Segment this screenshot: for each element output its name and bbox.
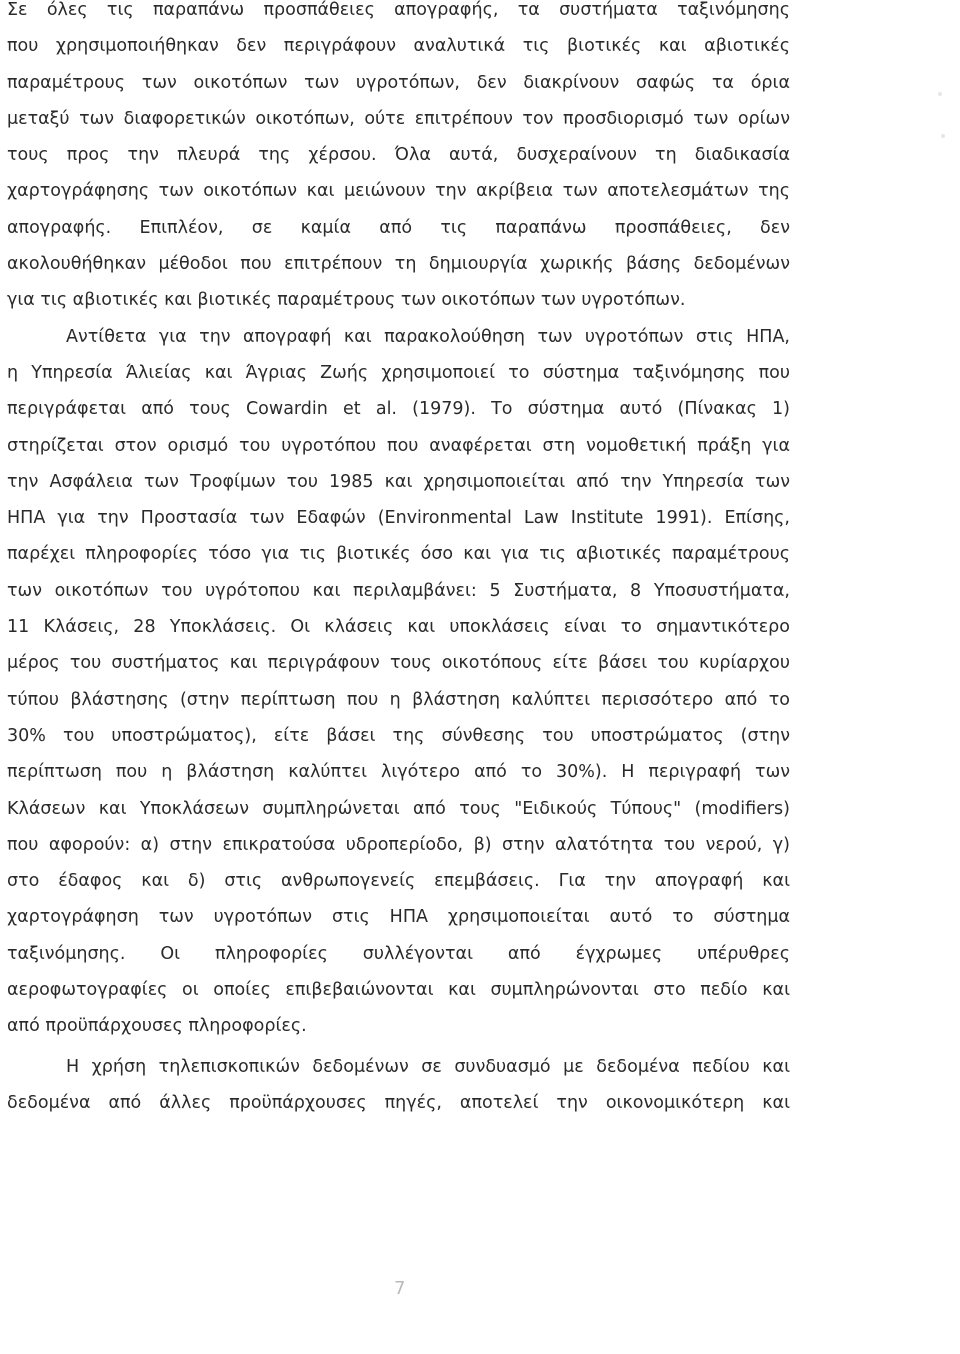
text-line: περίπτωση που η βλάστηση καλύπτει λιγότερο από το 30%). Η περιγραφή των: [7, 762, 790, 783]
text-line: στο έδαφος και δ) στις ανθρωπογενείς επεμβάσεις. Για την απογραφή και: [7, 871, 790, 892]
text-line: στηρίζεται στον ορισμό του υγροτόπου που αναφέρεται στη νομοθετική πράξη για: [7, 435, 790, 456]
document-body: [7, 0, 790, 1121]
paragraph-2: [7, 319, 790, 1045]
text-line: Κλάσεων και Υποκλάσεων συμπληρώνεται από τους "Ειδικούς Τύπους" (modifiers): [7, 798, 790, 819]
text-line: 30% του υποστρώματος), είτε βάσει της σύνθεσης του υποστρώματος (στην: [7, 725, 790, 746]
text-line: αεροφωτογραφίες οι οποίες επιβεβαιώνονται και συμπληρώνονται στο πεδίο και: [7, 980, 790, 1001]
text-line: ταξινόμησης. Οι πληροφορίες συλλέγονται από έγχρωμες υπέρυθρες: [7, 943, 790, 964]
text-line: παραμέτρους των οικοτόπων των υγροτόπων, δεν διακρίνουν σαφώς τα όρια: [7, 72, 790, 93]
text-line: ΗΠΑ για την Προστασία των Εδαφών (Environmental Law Institute 1991). Επίσης,: [7, 508, 790, 529]
text-line: τους προς την πλευρά της χέρσου. Όλα αυτά, δυσχεραίνουν τη διαδικασία: [7, 145, 790, 166]
scan-speck: [938, 92, 942, 96]
text-line: που χρησιμοποιήθηκαν δεν περιγράφουν αναλυτικά τις βιοτικές και αβιοτικές: [7, 36, 790, 57]
text-line: μέρος του συστήματος και περιγράφουν τους οικοτόπους είτε βάσει του κυρίαρχου: [7, 653, 790, 674]
text-line: δεδομένα από άλλες προϋπάρχουσες πηγές, αποτελεί την οικονομικότερη και: [7, 1092, 790, 1113]
text-line: Η χρήση τηλεπισκοπικών δεδομένων σε συνδυασμό με δεδομένα πεδίου και: [66, 1056, 790, 1077]
text-line: η Υπηρεσία Άλιείας και Άγριας Ζωής χρησιμοποιεί το σύστημα ταξινόμησης που: [7, 362, 790, 383]
text-line: ακολουθήθηκαν μέθοδοι που επιτρέπουν τη δημιουργία χωρικής βάσης δεδομένων: [7, 254, 790, 275]
text-line: Σε όλες τις παραπάνω προσπάθειες απογραφής, τα συστήματα ταξινόμησης: [7, 0, 790, 20]
paragraph-1: [7, 0, 790, 319]
text-line: Αντίθετα για την απογραφή και παρακολούθηση των υγροτόπων στις ΗΠΑ,: [66, 326, 790, 347]
page-number: 7: [394, 1278, 406, 1299]
scan-speck: [941, 134, 945, 138]
text-line: χαρτογράφησης των οικοτόπων και μειώνουν την ακρίβεια των αποτελεσμάτων της: [7, 181, 790, 202]
text-line: τύπου βλάστησης (στην περίπτωση που η βλάστηση καλύπτει περισσότερο από το: [7, 689, 790, 710]
text-line: απογραφής. Επιπλέον, σε καμία από τις παραπάνω προσπάθειες, δεν: [7, 217, 790, 238]
text-line: για τις αβιοτικές και βιοτικές παραμέτρους των οικοτόπων των υγροτόπων.: [7, 290, 686, 311]
text-line: παρέχει πληροφορίες τόσο για τις βιοτικές όσο και για τις αβιοτικές παραμέτρους: [7, 544, 790, 565]
text-line: περιγράφεται από τους Cowardin et al. (1979). Το σύστημα αυτό (Πίνακας 1): [7, 399, 790, 420]
text-line: που αφορούν: α) στην επικρατούσα υδροπερίοδο, β) στην αλατότητα του νερού, γ): [7, 834, 790, 855]
text-line: των οικοτόπων του υγρότοπου και περιλαμβάνει: 5 Συστήματα, 8 Υποσυστήματα,: [7, 580, 790, 601]
text-line: μεταξύ των διαφορετικών οικοτόπων, ούτε επιτρέπουν τον προσδιορισμό των ορίων: [7, 108, 790, 129]
paragraph-3: [7, 1049, 790, 1122]
text-line: την Ασφάλεια των Τροφίμων του 1985 και χρησιμοποιείται από την Υπηρεσία των: [7, 471, 790, 492]
text-line: χαρτογράφηση των υγροτόπων στις ΗΠΑ χρησιμοποιείται αυτό το σύστημα: [7, 907, 790, 928]
text-line: 11 Κλάσεις, 28 Υποκλάσεις. Οι κλάσεις και υποκλάσεις είναι το σημαντικότερο: [7, 617, 790, 638]
text-line: από προϋπάρχουσες πληροφορίες.: [7, 1016, 307, 1037]
